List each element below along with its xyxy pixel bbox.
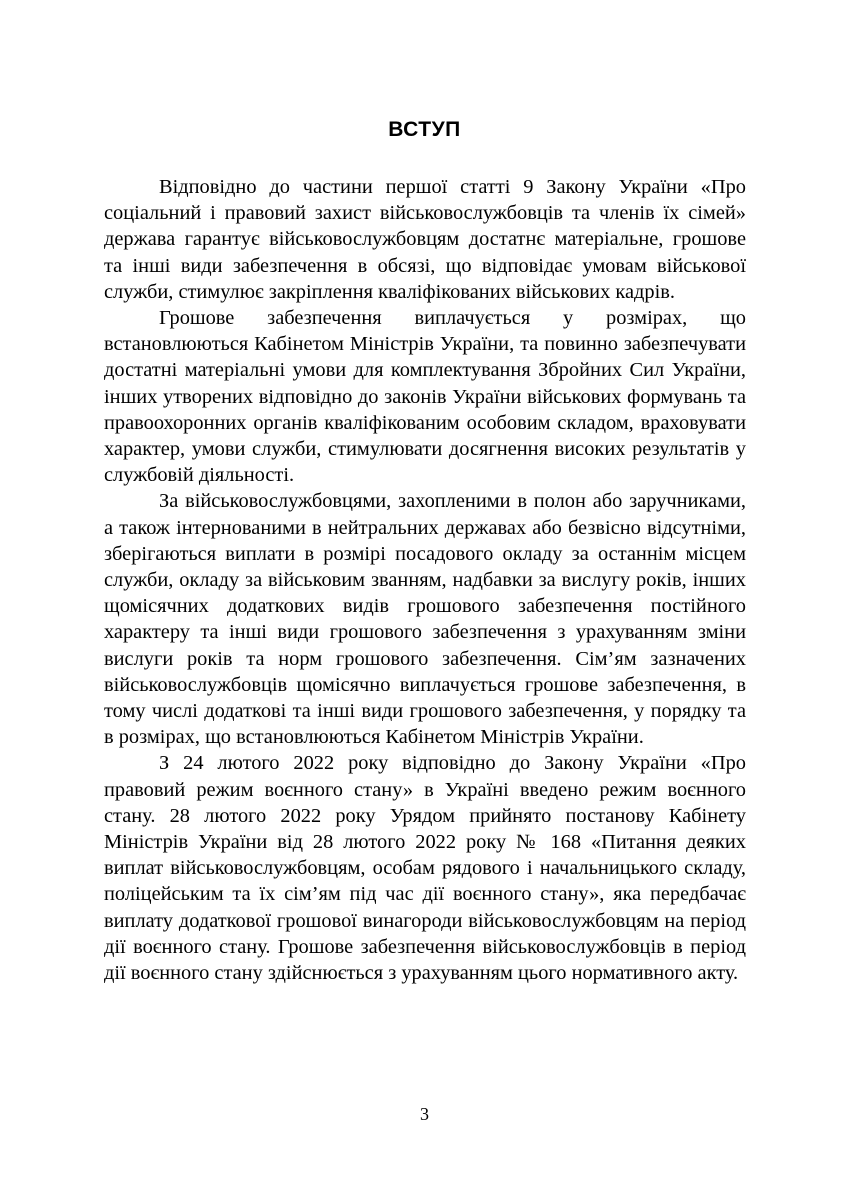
page-number: 3 [420,1104,429,1124]
paragraph-3: За військовослужбовцями, захопленими в полон або заручниками, а також інтернованими в нейтральних державах або безвісно відсутніми, зберігаються виплати в розмірі посадового окладу за останнім місцем служби, окладу за військовим званням, надбавки за вислугу років, інших щомісячних додаткових видів грошового забезпечення постійного характеру та інші види грошового забезпечення з урахуванням зміни вислуги років та норм грошового забезпечення. Сім’ям зазначених військовослужбовців щомісячно виплачується грошове забезпечення, в тому числі додаткові та інші види грошового забезпечення, у порядку та в розмірах, що встановлюються Кабінетом Міністрів України. [104,490,746,749]
body-text [104,174,746,986]
paragraph-4: З 24 лютого 2022 року відповідно до Закону України «Про правовий режим воєнного стану» в Україні введено режим воєнного стану. 28 лютого 2022 року Урядом прийнято постанову Кабінету Міністрів України від 28 лютого 2022 року № 168 «Питання деяких виплат військовослужбовцям, особам рядового і начальницького складу, поліцейським та їх сім’ям під час дії воєнного стану», яка передбачає виплату додаткової грошової винагороди військовослужбовцям на період дії воєнного стану. Грошове забезпечення військовослужбовців в період дії воєнного стану здійснюється з урахуванням цього нормативного акту. [104,752,746,985]
page-title: ВСТУП [388,118,461,141]
paragraph-2: Грошове забезпечення виплачується у розмірах, що встановлюються Кабінетом Міністрів України, та повинно забезпечувати достатні матеріальні умови для комплектування Збройних Сил України, інших утворених відповідно до законів України військових формувань та правоохоронних органів кваліфікованим особовим складом, враховувати характер, умови служби, стимулювати досягнення високих результатів у службовій діяльності. [104,307,746,487]
paragraph-1: Відповідно до частини першої статті 9 Закону України «Про соціальний і правовий захист військовослужбовців та членів їх сімей» держава гарантує військовослужбовцям достатнє матеріальне, грошове та інші види забезпечення в обсязі, що відповідає умовам військової служби, стимулює закріплення кваліфікованих військових кадрів. [104,176,746,303]
